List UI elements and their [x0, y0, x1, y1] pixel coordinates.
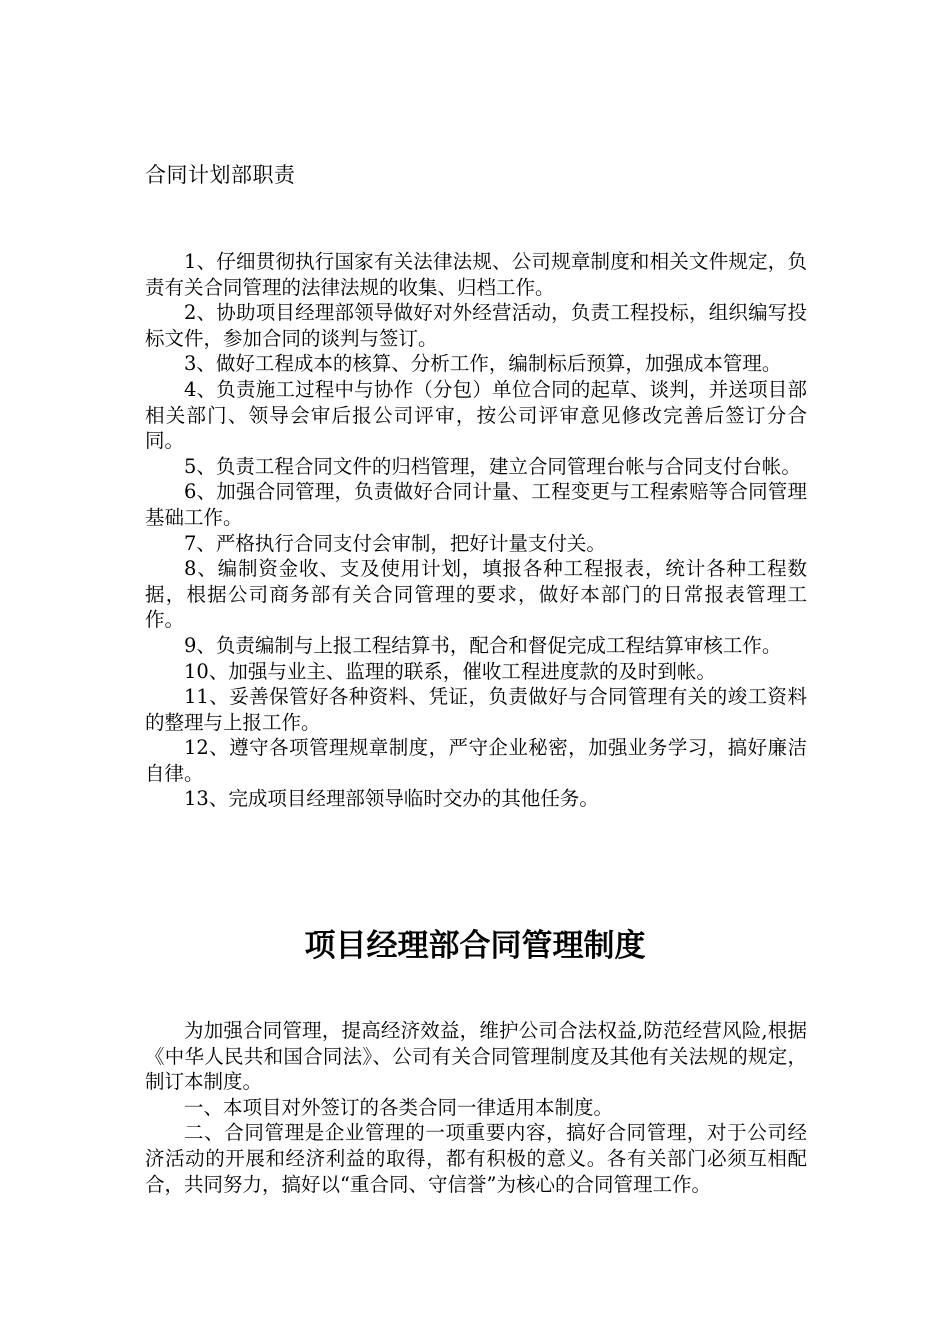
regulation-paragraph-3: 二、合同管理是企业管理的一项重要内容，搞好合同管理，对于公司经济活动的开展和经济利益的取得，都有积极的意义。各有关部门必须互相配合，共同努力，搞好以“重合同、守信誉”为核心的合同管理工作。 — [145, 1121, 807, 1196]
duty-item-3: 3、做好工程成本的核算、分析工作，编制标后预算，加强成本管理。 — [184, 352, 782, 376]
duty-item-12: 12、遵守各项管理规章制度，严守企业秘密，加强业务学习，搞好廉洁自律。 — [145, 736, 807, 785]
duty-item-9: 9、负责编制与上报工程结算书，配合和督促完成工程结算审核工作。 — [184, 633, 782, 657]
duty-item-5: 5、负责工程合同文件的归档管理，建立合同管理台帐与合同支付台帐。 — [184, 454, 801, 478]
duty-item-7: 7、严格执行合同支付会审制，把好计量支付关。 — [184, 531, 606, 555]
duty-item-1: 1、仔细贯彻执行国家有关法律法规、公司规章制度和相关文件规定，负责有关合同管理的法律法规的收集、归档工作。 — [145, 250, 807, 299]
duty-item-8: 8、编制资金收、支及使用计划，填报各种工程报表，统计各种工程数据，根据公司商务部有关合同管理的要求，做好本部门的日常报表管理工作。 — [145, 557, 807, 632]
duty-item-10: 10、加强与业主、监理的联系，催收工程进度款的及时到帐。 — [184, 659, 716, 683]
duty-item-4: 4、负责施工过程中与协作（分包）单位合同的起草、谈判，并送项目部相关部门、领导会审后报公司评审，按公司评审意见修改完善后签订分合同。 — [145, 377, 807, 453]
regulation-body — [145, 1018, 807, 1197]
duties-list — [145, 249, 807, 812]
document-title: 项目经理部合同管理制度 — [304, 928, 646, 964]
regulation-paragraph-1: 为加强合同管理，提高经济效益，维护公司合法权益,防范经营风险,根据《中华人民共和国合同法》、公司有关合同管理制度及其他有关法规的规定，制订本制度。 — [145, 1019, 807, 1094]
duty-item-11: 11、妥善保管好各种资料、凭证，负责做好与合同管理有关的竣工资料的整理与上报工作。 — [145, 685, 807, 734]
duty-item-13: 13、完成项目经理部领导临时交办的其他任务。 — [184, 787, 599, 811]
section-heading: 合同计划部职责 — [145, 163, 296, 187]
regulation-paragraph-2: 一、本项目对外签订的各类合同一律适用本制度。 — [184, 1095, 614, 1119]
duty-item-6: 6、加强合同管理，负责做好合同计量、工程变更与工程索赔等合同管理基础工作。 — [145, 480, 807, 529]
duty-item-2: 2、协助项目经理部领导做好对外经营活动，负责工程投标，组织编写投标文件，参加合同的谈判与签订。 — [145, 301, 807, 350]
